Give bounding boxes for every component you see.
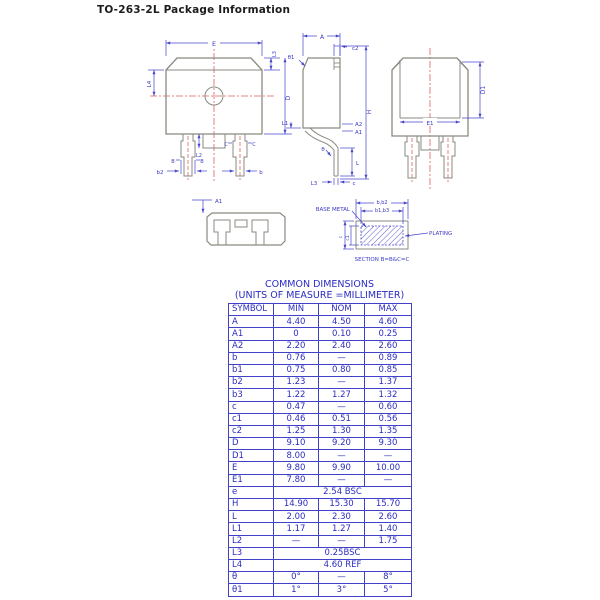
dim-label-A1-side: A1: [355, 130, 363, 136]
value-cell: —: [365, 474, 412, 486]
value-cell: 2.40: [319, 340, 365, 352]
value-cell: —: [319, 474, 365, 486]
value-cell: 2.30: [319, 511, 365, 523]
table-row: [229, 511, 412, 523]
symbol-cell: c1: [229, 413, 274, 425]
table-row: [229, 547, 412, 559]
col-header-symbol: SYMBOL: [229, 304, 274, 316]
value-cell: 2.00: [274, 511, 319, 523]
plating-label: PLATING: [429, 231, 453, 237]
table-row: [229, 389, 412, 401]
value-cell: 9.10: [274, 438, 319, 450]
col-header-min: MIN: [274, 304, 319, 316]
table-subtitle: (UNITS OF MEASURE =MILLIMETER): [234, 290, 405, 301]
value-cell-span: 4.60 REF: [274, 559, 412, 571]
dim-label-L2: L2: [196, 153, 202, 159]
value-cell: —: [274, 535, 319, 547]
dim-label-H: H: [366, 109, 373, 115]
table-header-row: [229, 304, 412, 316]
dim-label-c2: c2: [352, 46, 359, 52]
value-cell: 1.22: [274, 389, 319, 401]
table-row: [229, 438, 412, 450]
symbol-cell: b1: [229, 364, 274, 376]
dim-label-theta: θ: [321, 147, 325, 153]
dim-label-L3-side: L3: [310, 181, 318, 187]
value-cell: 0.47: [274, 401, 319, 413]
value-cell: 0.80: [319, 364, 365, 376]
value-cell: 9.90: [319, 462, 365, 474]
value-cell: —: [365, 450, 412, 462]
table-row: [229, 584, 412, 596]
front-view: [147, 38, 292, 182]
symbol-cell: A1: [229, 328, 274, 340]
dim-label-D1: D1: [480, 85, 487, 95]
dim-label-c: c: [352, 181, 356, 187]
value-cell: 1.75: [365, 535, 412, 547]
value-cell: 0.85: [365, 364, 412, 376]
value-cell: 4.60: [365, 316, 412, 328]
table-row: [229, 559, 412, 571]
table-row: [229, 340, 412, 352]
symbol-cell: e: [229, 486, 274, 498]
symbol-cell: E1: [229, 474, 274, 486]
value-cell: 1.32: [365, 389, 412, 401]
value-cell-span: 2.54 BSC: [274, 486, 412, 498]
dim-label-b1-b3: b1,b3: [374, 208, 390, 214]
symbol-cell: H: [229, 499, 274, 511]
value-cell: —: [319, 450, 365, 462]
value-cell: 4.40: [274, 316, 319, 328]
value-cell: —: [319, 572, 365, 584]
value-cell: 0.76: [274, 352, 319, 364]
symbol-cell: L2: [229, 535, 274, 547]
table-row: [229, 328, 412, 340]
symbol-cell: L4: [229, 559, 274, 571]
symbol-cell: L: [229, 511, 274, 523]
value-cell: 5°: [365, 584, 412, 596]
col-header-nom: NOM: [319, 304, 365, 316]
section-mark-B-left: B: [171, 159, 175, 165]
table-row: [229, 401, 412, 413]
table-row: [229, 535, 412, 547]
table-row: [229, 316, 412, 328]
value-cell: 0.10: [319, 328, 365, 340]
value-cell: 0.60: [365, 401, 412, 413]
value-cell: 2.60: [365, 340, 412, 352]
dim-label-A2: A2: [355, 122, 363, 128]
table-row: [229, 413, 412, 425]
value-cell: 0.89: [365, 352, 412, 364]
value-cell: 0°: [274, 572, 319, 584]
dim-label-b: b: [259, 170, 263, 176]
value-cell: 1.27: [319, 523, 365, 535]
symbol-cell: E: [229, 462, 274, 474]
value-cell: 0.46: [274, 413, 319, 425]
symbol-cell: b: [229, 352, 274, 364]
value-cell: 10.00: [365, 462, 412, 474]
symbol-cell: θ1: [229, 584, 274, 596]
symbol-cell: A2: [229, 340, 274, 352]
table-row: [229, 474, 412, 486]
symbol-cell: c2: [229, 425, 274, 437]
value-cell: —: [319, 377, 365, 389]
value-cell-span: 0.25BSC: [274, 547, 412, 559]
dim-label-b-b2: b,b2: [376, 200, 388, 206]
value-cell: 8°: [365, 572, 412, 584]
value-cell: 2.20: [274, 340, 319, 352]
table-row: [229, 486, 412, 498]
symbol-cell: D: [229, 438, 274, 450]
value-cell: 2.60: [365, 511, 412, 523]
dim-label-L1: L1: [281, 121, 289, 127]
dim-label-E1: E1: [426, 121, 434, 127]
dim-label-theta1: θ1: [287, 55, 295, 61]
section-view: [316, 198, 452, 263]
section-caption: SECTION B=B&C=C: [354, 257, 410, 263]
value-cell: 9.20: [319, 438, 365, 450]
symbol-cell: L1: [229, 523, 274, 535]
value-cell: 1.37: [365, 377, 412, 389]
symbol-cell: c: [229, 401, 274, 413]
section-mark-B-right: B: [200, 159, 204, 165]
value-cell: 9.80: [274, 462, 319, 474]
value-cell: 1°: [274, 584, 319, 596]
dim-label-c-section: c: [339, 235, 344, 239]
package-drawings: [0, 0, 600, 275]
dim-label-A: A: [319, 34, 325, 41]
value-cell: 14.90: [274, 499, 319, 511]
table-row: [229, 352, 412, 364]
table-row: [229, 450, 412, 462]
symbol-cell: L3: [229, 547, 274, 559]
symbol-cell: A: [229, 316, 274, 328]
value-cell: 1.23: [274, 377, 319, 389]
value-cell: 3°: [319, 584, 365, 596]
table-row: [229, 462, 412, 474]
value-cell: 0.25: [365, 328, 412, 340]
symbol-cell: θ: [229, 572, 274, 584]
value-cell: —: [319, 401, 365, 413]
dim-label-c1-section: c1: [346, 235, 351, 241]
value-cell: 1.17: [274, 523, 319, 535]
value-cell: —: [319, 352, 365, 364]
value-cell: 1.30: [319, 425, 365, 437]
back-view: [392, 48, 487, 190]
dim-label-E: E: [211, 40, 217, 48]
section-mark-C-right: C: [252, 142, 256, 148]
symbol-cell: D1: [229, 450, 274, 462]
value-cell: 9.30: [365, 438, 412, 450]
value-cell: 7.80: [274, 474, 319, 486]
dimensions-table-body: [229, 316, 412, 596]
dim-label-L4: L4: [147, 80, 153, 88]
table-row: [229, 572, 412, 584]
table-row: [229, 377, 412, 389]
table-title: COMMON DIMENSIONS: [265, 279, 374, 290]
symbol-cell: b2: [229, 377, 274, 389]
dim-label-D: D: [285, 95, 292, 101]
table-row: [229, 425, 412, 437]
value-cell: 0.75: [274, 364, 319, 376]
base-metal-label: BASE METAL: [315, 207, 350, 213]
col-header-max: MAX: [365, 304, 412, 316]
value-cell: 0.51: [319, 413, 365, 425]
table-row: [229, 523, 412, 535]
value-cell: 15.30: [319, 499, 365, 511]
side-view: [282, 31, 373, 187]
value-cell: 1.40: [365, 523, 412, 535]
dim-label-A1-end: A1: [215, 199, 223, 205]
table-row: [229, 364, 412, 376]
value-cell: 15.70: [365, 499, 412, 511]
value-cell: 4.50: [319, 316, 365, 328]
dimensions-panel: [228, 279, 411, 597]
dim-label-L: L: [356, 161, 360, 167]
table-row: [229, 499, 412, 511]
dim-label-b2: b2: [156, 170, 164, 176]
section-mark-C-left: C: [224, 142, 228, 148]
value-cell: 0: [274, 328, 319, 340]
value-cell: 1.25: [274, 425, 319, 437]
symbol-cell: b3: [229, 389, 274, 401]
dim-label-L3-front: L3: [272, 51, 278, 57]
value-cell: 1.35: [365, 425, 412, 437]
value-cell: 0.56: [365, 413, 412, 425]
value-cell: 8.00: [274, 450, 319, 462]
value-cell: —: [319, 535, 365, 547]
page-title: TO-263-2L Package Information: [97, 4, 291, 16]
value-cell: 1.27: [319, 389, 365, 401]
dimensions-table: [228, 303, 412, 597]
end-view: [192, 199, 285, 245]
